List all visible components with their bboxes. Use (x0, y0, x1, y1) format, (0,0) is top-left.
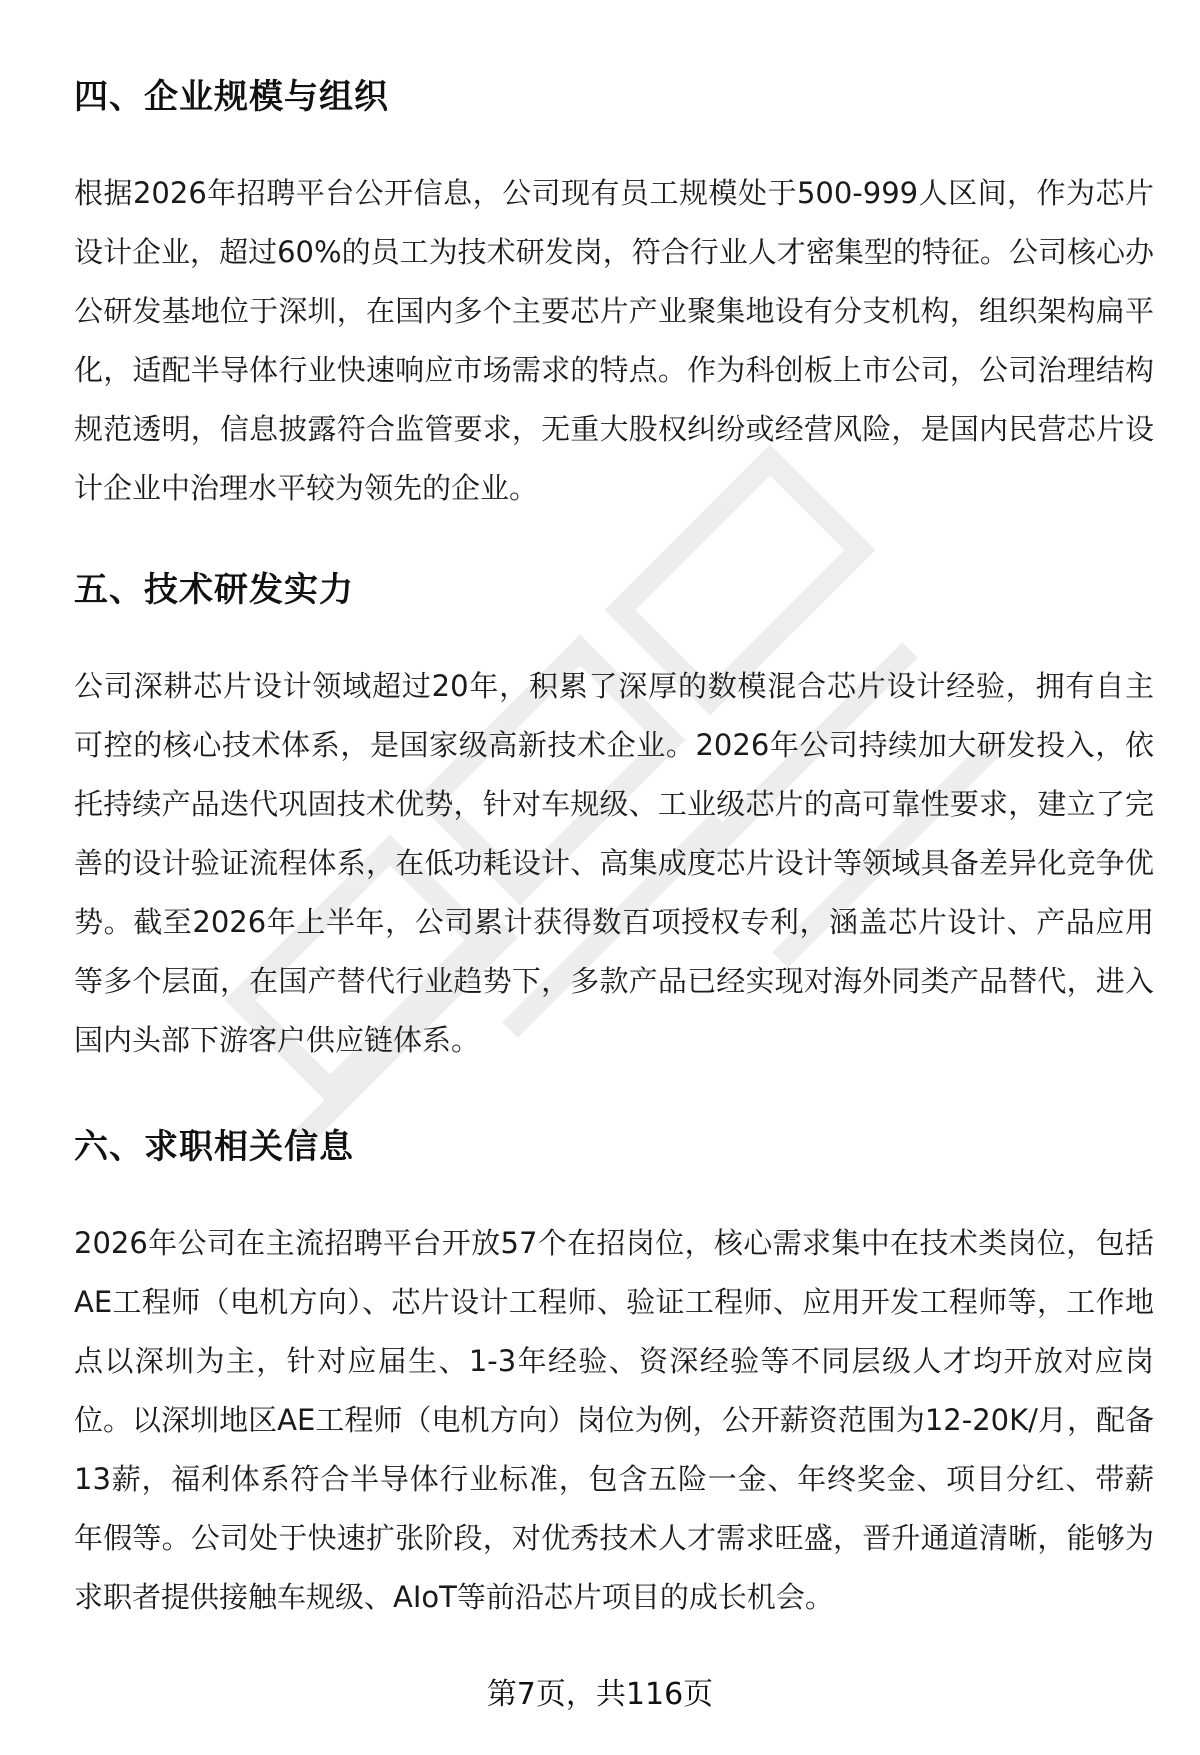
section-heading: 五、技术研发实力 (74, 570, 354, 610)
section-heading: 六、求职相关信息 (74, 1127, 354, 1167)
page-number: 第7页，共116页 (486, 1677, 714, 1712)
section-rnd-strength (74, 565, 1154, 1057)
section-paragraph: 2026年公司在主流招聘平台开放57个在招岗位，核心需求集中在技术类岗位，包括AE工程师（电机方向）、芯片设计工程师、验证工程师、应用开发工程师等，工作地点以深圳为主，针对应届生、1-3年经验、资深经验等不同层级人才均开放对应岗位。以深圳地区AE工程师（电机方向）岗位为例，公开薪资范围为12-20K/月，配备13薪，福利体系符合半导体行业标准，包含五险一金、年终奖金、项目分红、带薪年假等。公司处于快速扩张阶段，对优秀技术人才需求旺盛，晋升通道清晰，能够为求职者提供接触车规级、AIoT等前沿芯片项目的成长机会。 (74, 1226, 1154, 1614)
section-heading: 四、企业规模与组织 (74, 77, 389, 117)
section-job-info (74, 1122, 1154, 1614)
section-enterprise-scale (74, 72, 1154, 505)
section-paragraph: 根据2026年招聘平台公开信息，公司现有员工规模处于500-999人区间，作为芯片设计企业，超过60%的员工为技术研发岗，符合行业人才密集型的特征。公司核心办公研发基地位于深圳，在国内多个主要芯片产业聚集地设有分支机构，组织架构扁平化，适配半导体行业快速响应市场需求的特点。作为科创板上市公司，公司治理结构规范透明，信息披露符合监管要求，无重大股权纠纷或经营风险，是国内民营芯片设计企业中治理水平较为领先的企业。 (74, 176, 1154, 505)
section-paragraph: 公司深耕芯片设计领域超过20年，积累了深厚的数模混合芯片设计经验，拥有自主可控的核心技术体系，是国家级高新技术企业。2026年公司持续加大研发投入，依托持续产品迭代巩固技术优势，针对车规级、工业级芯片的高可靠性要求，建立了完善的设计验证流程体系，在低功耗设计、高集成度芯片设计等领域具备差异化竞争优势。截至2026年上半年，公司累计获得数百项授权专利，涵盖芯片设计、产品应用等多个层面，在国产替代行业趋势下，多款产品已经实现对海外同类产品替代，进入国内头部下游客户供应链体系。 (74, 669, 1154, 1057)
